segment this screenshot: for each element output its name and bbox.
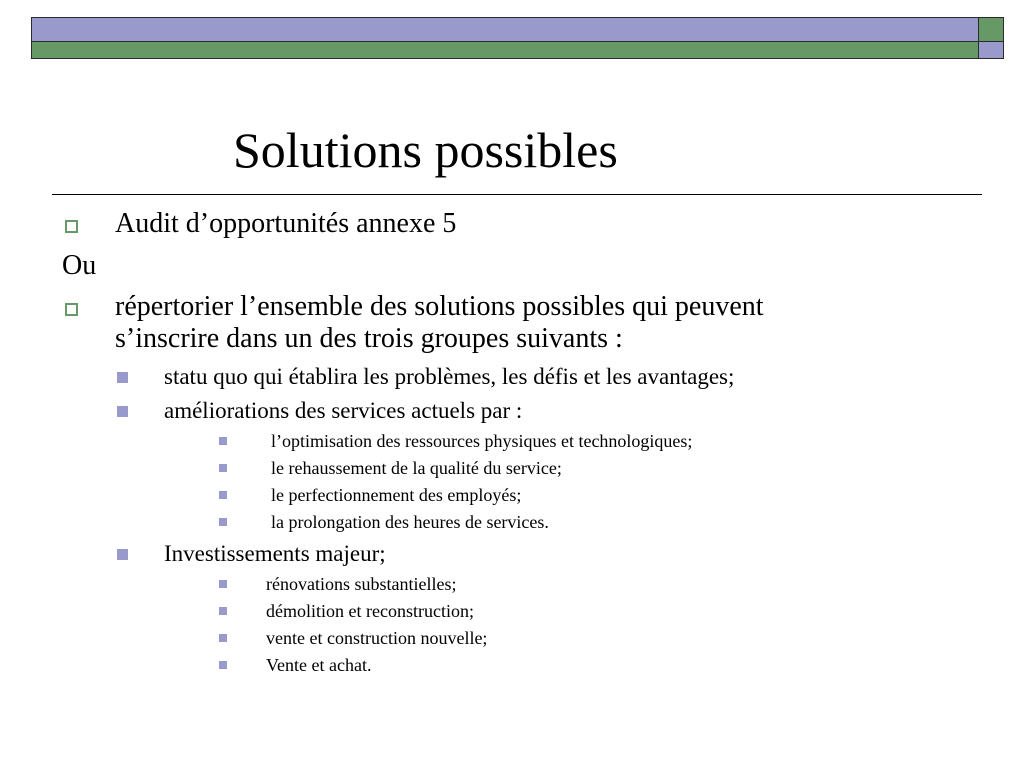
hollow-square-bullet-icon [65, 220, 78, 233]
bullet-repertorier-line2: s’inscrire dans un des trois groupes suivants : [115, 323, 623, 354]
header-square-green [978, 17, 1004, 42]
sub-bullet-vente-achat: Vente et achat. [266, 655, 372, 675]
text-ou: Ou [62, 250, 97, 281]
small-square-bullet-icon [219, 464, 227, 472]
small-square-bullet-icon [219, 491, 227, 499]
sub-bullet-renovations: rénovations substantielles; [266, 574, 457, 594]
square-bullet-icon [117, 406, 128, 417]
bullet-audit: Audit d’opportunités annexe 5 [115, 208, 457, 239]
sub-bullet-vente-construction: vente et construction nouvelle; [266, 628, 488, 648]
bullet-ameliorations: améliorations des services actuels par : [164, 398, 523, 423]
sub-bullet-demolition: démolition et reconstruction; [266, 601, 474, 621]
sub-bullet-optimisation: l’optimisation des ressources physiques et technologiques; [271, 431, 693, 451]
sub-bullet-perfectionnement: le perfectionnement des employés; [271, 485, 522, 505]
small-square-bullet-icon [219, 580, 227, 588]
header-bar-blue [31, 17, 979, 42]
small-square-bullet-icon [219, 661, 227, 669]
sub-bullet-prolongation: la prolongation des heures de services. [271, 512, 549, 532]
small-square-bullet-icon [219, 607, 227, 615]
bullet-investissements: Investissements majeur; [164, 541, 386, 566]
header-square-blue [978, 41, 1004, 59]
square-bullet-icon [117, 372, 128, 383]
slide-title: Solutions possibles [233, 122, 618, 178]
small-square-bullet-icon [219, 634, 227, 642]
hollow-square-bullet-icon [65, 303, 78, 316]
sub-bullet-rehaussement: le rehaussement de la qualité du service; [271, 458, 562, 478]
small-square-bullet-icon [219, 437, 227, 445]
bullet-repertorier-line1: répertorier l’ensemble des solutions possibles qui peuvent [115, 291, 764, 322]
title-underline [52, 194, 982, 195]
bullet-statu-quo: statu quo qui établira les problèmes, les défis et les avantages; [164, 364, 735, 389]
small-square-bullet-icon [219, 518, 227, 526]
header-bar-green [31, 41, 979, 59]
square-bullet-icon [117, 549, 128, 560]
